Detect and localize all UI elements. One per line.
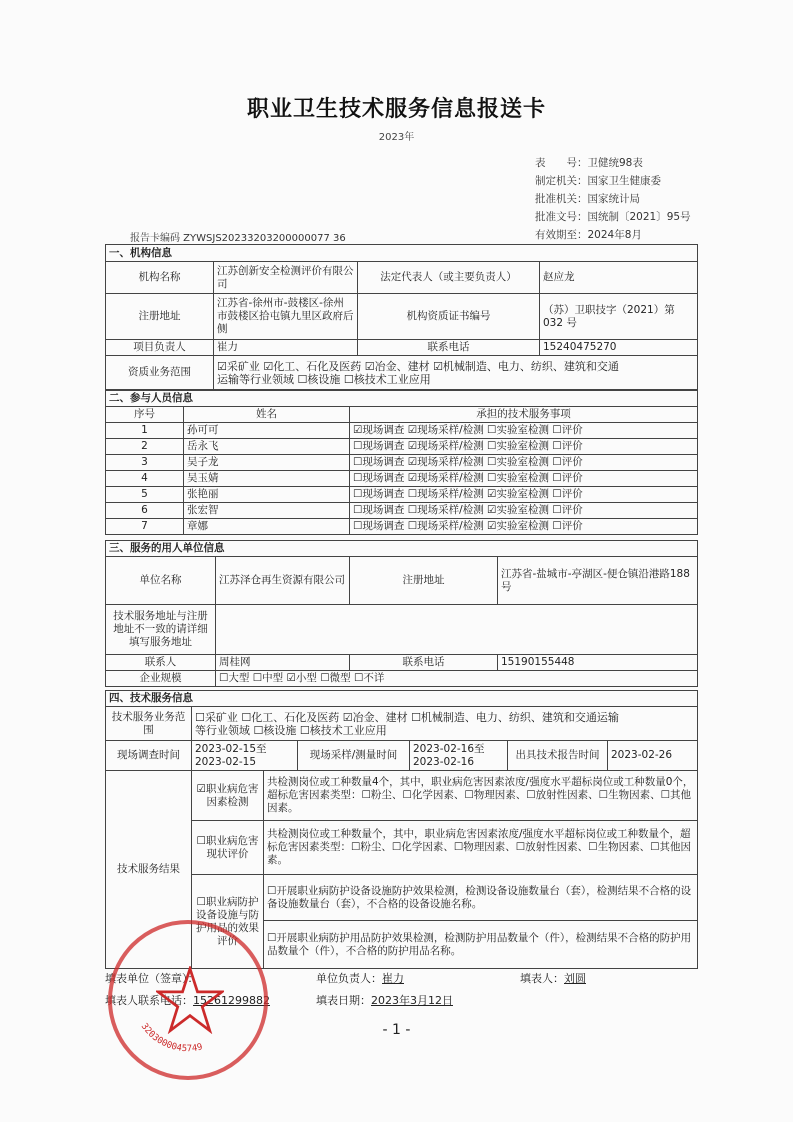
star-icon [156, 966, 224, 1034]
org-name-label: 机构名称 [106, 262, 214, 294]
report-code: 报告卡编码 ZYWSJS20233203200000077 36 [130, 233, 346, 244]
addr-diff-label: 技术服务地址与注册地址不一致的请详细填写服务地址 [106, 605, 216, 655]
status-eval-label: ☐职业病危害现状评价 [192, 821, 264, 875]
service-scope-value [192, 707, 698, 741]
org-info-table [105, 244, 698, 390]
row-no: 6 [106, 503, 184, 519]
staff-table [105, 390, 698, 535]
detect-value: 共检测岗位或工种数量4个，其中，职业病危害因素浓度/强度水平超标岗位或工种数量0个，超标危害因素类型：☐粉尘、☐化学因素、☐物理因素、☐放射性因素、☐生物因素、☐其他因素。 [264, 771, 698, 821]
pm-label: 项目负责人 [106, 340, 214, 356]
date-label: 填表日期： [316, 994, 371, 1007]
detect-label: ☑职业病危害因素检测 [192, 771, 264, 821]
row-name: 岳永飞 [184, 439, 350, 455]
org-name-value: 江苏创新安全检测评价有限公司 [214, 262, 358, 294]
table-row [106, 487, 698, 503]
date-value: 2023年3月12日 [371, 994, 453, 1007]
row-no: 4 [106, 471, 184, 487]
report-time-value: 2023-02-26 [608, 741, 698, 771]
legal-rep-label: 法定代表人（或主要负责人） [358, 262, 540, 294]
leader-label: 单位负责人： [316, 972, 382, 985]
cert-value: （苏）卫职技字（2021）第032 号 [540, 294, 698, 340]
row-task: ☐现场调查 ☑现场采样/检测 ☐实验室检测 ☐评价 [350, 455, 698, 471]
year-label: 2023年 [378, 132, 415, 143]
addr-diff-value [216, 605, 698, 655]
service-scope-line-2: 等行业领域 ☐核设施 ☐核技术工业应用 [195, 723, 387, 737]
row-no: 3 [106, 455, 184, 471]
row-name: 张艳丽 [184, 487, 350, 503]
row-task: ☐现场调查 ☐现场采样/检测 ☑实验室检测 ☐评价 [350, 519, 698, 535]
row-task: ☐现场调查 ☑现场采样/检测 ☐实验室检测 ☐评价 [350, 439, 698, 455]
seal-code: 3203000045749 [138, 1021, 204, 1055]
protect-eval-equip: ☐开展职业病防护设备设施防护效果检测，检测设备设施数量台（套），检测结果不合格的设备设施数量台（套），不合格的设备设施名称。 [264, 875, 698, 921]
legal-rep-value: 赵应龙 [540, 262, 698, 294]
scope-label: 资质业务范围 [106, 356, 214, 390]
pm-value: 崔力 [214, 340, 358, 356]
survey-time-value: 2023-02-15至2023-02-15 [192, 741, 298, 771]
meta-approval: 批准机关：国家统计局 [535, 193, 640, 205]
table-row [106, 455, 698, 471]
filler-value: 刘圆 [564, 972, 586, 985]
meta-table-no: 表 号：卫健统98表 [535, 157, 643, 169]
filler-phone-value: 15261299882 [193, 994, 270, 1007]
scope-value [214, 356, 698, 390]
footer-filler [520, 970, 586, 986]
filler-label: 填表人： [520, 972, 564, 985]
status-eval-value: 共检测岗位或工种数量个，其中，职业病危害因素浓度/强度水平超标岗位或工种数量个，超标危害因素类型：☐粉尘、☐化学因素、☐物理因素、☐放射性因素、☐生物因素、☐其他因素。 [264, 821, 698, 875]
row-task: ☐现场调查 ☐现场采样/检测 ☑实验室检测 ☐评价 [350, 503, 698, 519]
section-heading: 四、技术服务信息 [106, 691, 698, 707]
reg-addr-label: 注册地址 [106, 294, 214, 340]
meta-approval-no: 批准文号：国统制〔2021〕95号 [535, 211, 691, 223]
sample-time-value: 2023-02-16至2023-02-16 [410, 741, 508, 771]
filler-phone-label: 填表人联系电话： [105, 994, 193, 1007]
row-name: 章娜 [184, 519, 350, 535]
unit-name-label: 单位名称 [106, 557, 216, 605]
row-no: 1 [106, 423, 184, 439]
table-row [106, 519, 698, 535]
service-scope-line-1: ☐采矿业 ☐化工、石化及医药 ☑冶金、建材 ☐机械制造、电力、纺织、建筑和交通运输 [195, 710, 619, 724]
section-heading: 一、机构信息 [106, 245, 698, 262]
col-no: 序号 [106, 407, 184, 423]
page-number: - 1 - [382, 1022, 411, 1038]
phone-value: 15240475270 [540, 340, 698, 356]
protect-eval-label: ☐职业病防护设备设施与防护用品的效果评价 [192, 875, 264, 969]
reg-addr-value: 江苏省-徐州市-鼓楼区-徐州市鼓楼区拾屯镇九里区政府后侧 [214, 294, 358, 340]
row-name: 孙可可 [184, 423, 350, 439]
phone-label: 联系电话 [358, 340, 540, 356]
result-label: 技术服务结果 [106, 771, 192, 969]
sample-time-label: 现场采样/测量时间 [298, 741, 410, 771]
footer-leader [316, 970, 404, 986]
contact-label: 联系人 [106, 655, 216, 671]
page-title: 职业卫生技术服务信息报送卡 [246, 97, 546, 122]
table-row [106, 503, 698, 519]
table-row [106, 423, 698, 439]
employer-table [105, 540, 698, 687]
row-no: 2 [106, 439, 184, 455]
scope-line-2: 运输等行业领域 ☐核设施 ☐核技术工业应用 [217, 372, 431, 386]
col-task: 承担的技术服务事项 [350, 407, 698, 423]
section-heading: 三、服务的用人单位信息 [106, 541, 698, 557]
unit-reg-value: 江苏省-盐城市-亭湖区-便仓镇沿港路188号 [498, 557, 698, 605]
table-row [106, 471, 698, 487]
section-heading: 二、参与人员信息 [106, 391, 698, 407]
service-scope-label: 技术服务业务范围 [106, 707, 192, 741]
meta-valid-until: 有效期至：2024年8月 [535, 229, 642, 241]
meta-authority: 制定机关：国家卫生健康委 [535, 175, 661, 187]
scope-line-1: ☑采矿业 ☑化工、石化及医药 ☑冶金、建材 ☑机械制造、电力、纺织、建筑和交通 [217, 359, 619, 373]
size-value: ☐大型 ☐中型 ☑小型 ☐微型 ☐不详 [216, 671, 698, 687]
contact-value: 周桂网 [216, 655, 350, 671]
col-name: 姓名 [184, 407, 350, 423]
row-task: ☐现场调查 ☑现场采样/检测 ☐实验室检测 ☐评价 [350, 471, 698, 487]
survey-time-label: 现场调查时间 [106, 741, 192, 771]
row-name: 吴子龙 [184, 455, 350, 471]
size-label: 企业规模 [106, 671, 216, 687]
protect-eval-ppe: ☐开展职业病防护用品防护效果检测，检测防护用品数量个（件），检测结果不合格的防护用品数量个（件），不合格的防护用品名称。 [264, 921, 698, 969]
contact-phone-value: 15190155448 [498, 655, 698, 671]
row-task: ☑现场调查 ☑现场采样/检测 ☐实验室检测 ☐评价 [350, 423, 698, 439]
unit-name-value: 江苏泽仓再生资源有限公司 [216, 557, 350, 605]
contact-phone-label: 联系电话 [350, 655, 498, 671]
row-no: 5 [106, 487, 184, 503]
row-name: 张宏智 [184, 503, 350, 519]
row-name: 吴玉婧 [184, 471, 350, 487]
row-no: 7 [106, 519, 184, 535]
table-row [106, 439, 698, 455]
cert-label: 机构资质证书编号 [358, 294, 540, 340]
row-task: ☐现场调查 ☐现场采样/检测 ☑实验室检测 ☐评价 [350, 487, 698, 503]
leader-value: 崔力 [382, 972, 404, 985]
report-time-label: 出具技术报告时间 [508, 741, 608, 771]
footer-date [316, 992, 453, 1008]
footer-unit-label: 填表单位（签章）： [105, 972, 199, 985]
company-seal [108, 920, 268, 1080]
unit-reg-label: 注册地址 [350, 557, 498, 605]
